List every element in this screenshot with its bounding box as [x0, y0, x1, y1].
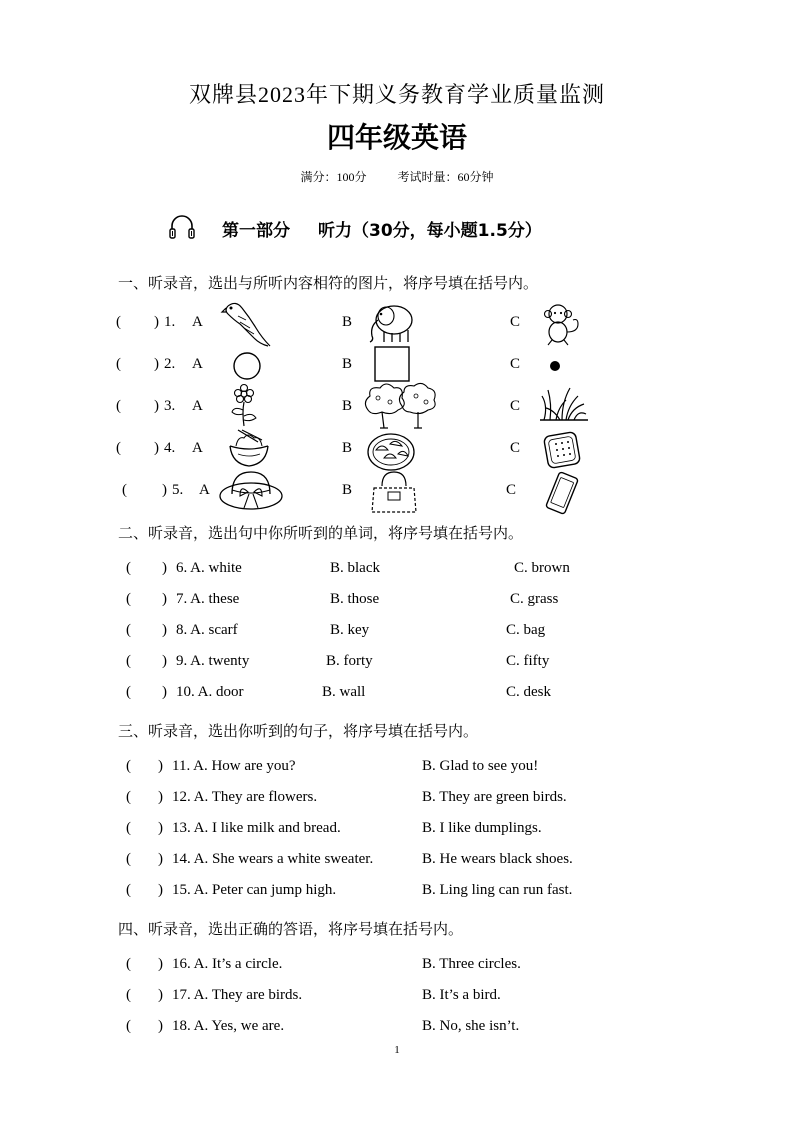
option-c: C. brown: [514, 560, 570, 576]
option-c-label: C: [506, 482, 517, 498]
option-a: 14. A. She wears a white sweater.: [172, 851, 374, 867]
exam-meta: [0, 168, 794, 185]
noodles-icon: [228, 428, 270, 468]
option-b-label: B: [342, 440, 353, 456]
question-number: 3.: [164, 398, 176, 414]
option-c-label: C: [510, 398, 521, 414]
answer-paren-close: ): [162, 560, 167, 576]
option-a: 13. A. I like milk and bread.: [172, 820, 341, 836]
option-b: B. black: [330, 560, 380, 576]
option-c: C. bag: [506, 622, 546, 638]
dumplings-icon: [366, 430, 416, 472]
option-a: 10. A. door: [176, 684, 244, 700]
option-c-label: C: [510, 314, 521, 330]
option-b-label: B: [342, 482, 353, 498]
answer-paren-open: (: [126, 956, 131, 972]
answer-paren-open: (: [126, 1018, 131, 1034]
exam-title: 双牌县2023年下期义务教育学业质量监测: [188, 82, 605, 107]
option-b: B. I like dumplings.: [422, 820, 542, 836]
phone-icon: [544, 472, 582, 516]
option-a: 15. A. Peter can jump high.: [172, 882, 337, 898]
exam-subtitle: 四年级英语: [326, 121, 467, 154]
section2-instruction: 二、听录音，选出句中你所听到的单词，将序号填在括号内。: [118, 524, 524, 542]
option-c-label: C: [510, 440, 521, 456]
option-b: B. key: [330, 622, 370, 638]
answer-paren-open: (: [116, 398, 121, 414]
option-a: 17. A. They are birds.: [172, 987, 303, 1003]
option-a: 6. A. white: [176, 560, 242, 576]
option-c-label: C: [510, 356, 521, 372]
answer-paren-open: (: [126, 653, 131, 669]
option-a: 12. A. They are flowers.: [172, 789, 318, 805]
option-b: B. They are green birds.: [422, 789, 567, 805]
answer-paren-open: (: [126, 560, 131, 576]
answer-paren-close: ): [162, 653, 167, 669]
answer-paren-close: ): [158, 789, 163, 805]
option-b: B. wall: [322, 684, 366, 700]
bag-icon: [368, 470, 420, 514]
biscuit-icon: [540, 428, 584, 472]
option-b: B. Glad to see you!: [422, 758, 539, 774]
option-b-label: B: [342, 314, 353, 330]
answer-paren-open: (: [126, 789, 131, 805]
answer-paren-open: (: [126, 758, 131, 774]
page-number: 1: [394, 1044, 400, 1056]
option-b-label: B: [342, 356, 353, 372]
answer-paren-close: ): [158, 956, 163, 972]
circle-icon: [232, 351, 262, 381]
headphone-icon: [168, 212, 196, 240]
answer-paren-open: (: [116, 314, 121, 330]
option-a: 11. A. How are you?: [172, 758, 296, 774]
part1-heading: [222, 216, 542, 241]
answer-paren-close: ): [158, 1018, 163, 1034]
option-b: B. It’s a bird.: [422, 987, 501, 1003]
answer-paren-close: ): [158, 987, 163, 1003]
answer-paren-open: (: [116, 356, 121, 372]
answer-paren-open: (: [122, 482, 127, 498]
answer-paren-open: (: [126, 851, 131, 867]
answer-paren-close: ): [158, 758, 163, 774]
parrot-icon: [220, 300, 272, 348]
flower-icon: [226, 384, 262, 428]
option-b: B. No, she isn’t.: [422, 1018, 520, 1034]
option-a: 9. A. twenty: [176, 653, 250, 669]
section3-instruction: 三、听录音，选出你听到的句子，将序号填在括号内。: [118, 722, 479, 740]
option-b: B. Ling ling can run fast.: [422, 882, 573, 898]
answer-paren-open: (: [126, 591, 131, 607]
answer-paren-close: ): [162, 482, 167, 498]
question-number: 2.: [164, 356, 176, 372]
question-number: 1.: [164, 314, 176, 330]
monkey-icon: [540, 302, 584, 346]
answer-paren-open: (: [126, 820, 131, 836]
option-c: C. desk: [506, 684, 551, 700]
square-icon: [374, 346, 410, 382]
trees-icon: [362, 380, 438, 430]
option-a: 18. A. Yes, we are.: [172, 1018, 285, 1034]
answer-paren-close: ): [158, 851, 163, 867]
answer-paren-close: ): [162, 684, 167, 700]
answer-paren-close: ): [162, 622, 167, 638]
option-a-label: A: [192, 356, 203, 372]
full-score: 满分：100分: [300, 170, 367, 184]
answer-paren-open: (: [116, 440, 121, 456]
hat-icon: [218, 468, 284, 512]
answer-paren-open: (: [126, 882, 131, 898]
question-number: 4.: [164, 440, 176, 456]
option-b: B. forty: [326, 653, 373, 669]
option-b: B. Three circles.: [422, 956, 521, 972]
answer-paren-close: ): [158, 820, 163, 836]
section4-instruction: 四、听录音，选出正确的答语，将序号填在括号内。: [118, 920, 464, 938]
grass-icon: [540, 386, 588, 422]
answer-paren-close: ): [154, 314, 159, 330]
exam-time: 考试时量：60分钟: [397, 170, 494, 184]
option-a-label: A: [199, 482, 210, 498]
answer-paren-close: ): [162, 591, 167, 607]
answer-paren-close: ): [154, 398, 159, 414]
option-b: B. those: [330, 591, 380, 607]
answer-paren-open: (: [126, 684, 131, 700]
answer-paren-close: ): [154, 440, 159, 456]
answer-paren-open: (: [126, 622, 131, 638]
option-b: B. He wears black shoes.: [422, 851, 573, 867]
option-c: C. grass: [510, 591, 559, 607]
question-number: 5.: [172, 482, 184, 498]
option-c: C. fifty: [506, 653, 550, 669]
option-a: 8. A. scarf: [176, 622, 238, 638]
option-a-label: A: [192, 398, 203, 414]
elephant-icon: [366, 298, 416, 344]
answer-paren-open: (: [126, 987, 131, 1003]
option-a: 16. A. It’s a circle.: [172, 956, 283, 972]
option-a-label: A: [192, 314, 203, 330]
option-a: 7. A. these: [176, 591, 240, 607]
answer-paren-close: ): [158, 882, 163, 898]
option-b-label: B: [342, 398, 353, 414]
section1-instruction: 一、听录音，选出与所听内容相符的图片，将序号填在括号内。: [118, 274, 539, 292]
answer-paren-close: ): [154, 356, 159, 372]
dot-icon: [549, 360, 561, 372]
option-a-label: A: [192, 440, 203, 456]
part1-title: 第一部分: [222, 221, 290, 241]
part1-listening: 听力（30分，每小题1.5分）: [318, 221, 542, 241]
